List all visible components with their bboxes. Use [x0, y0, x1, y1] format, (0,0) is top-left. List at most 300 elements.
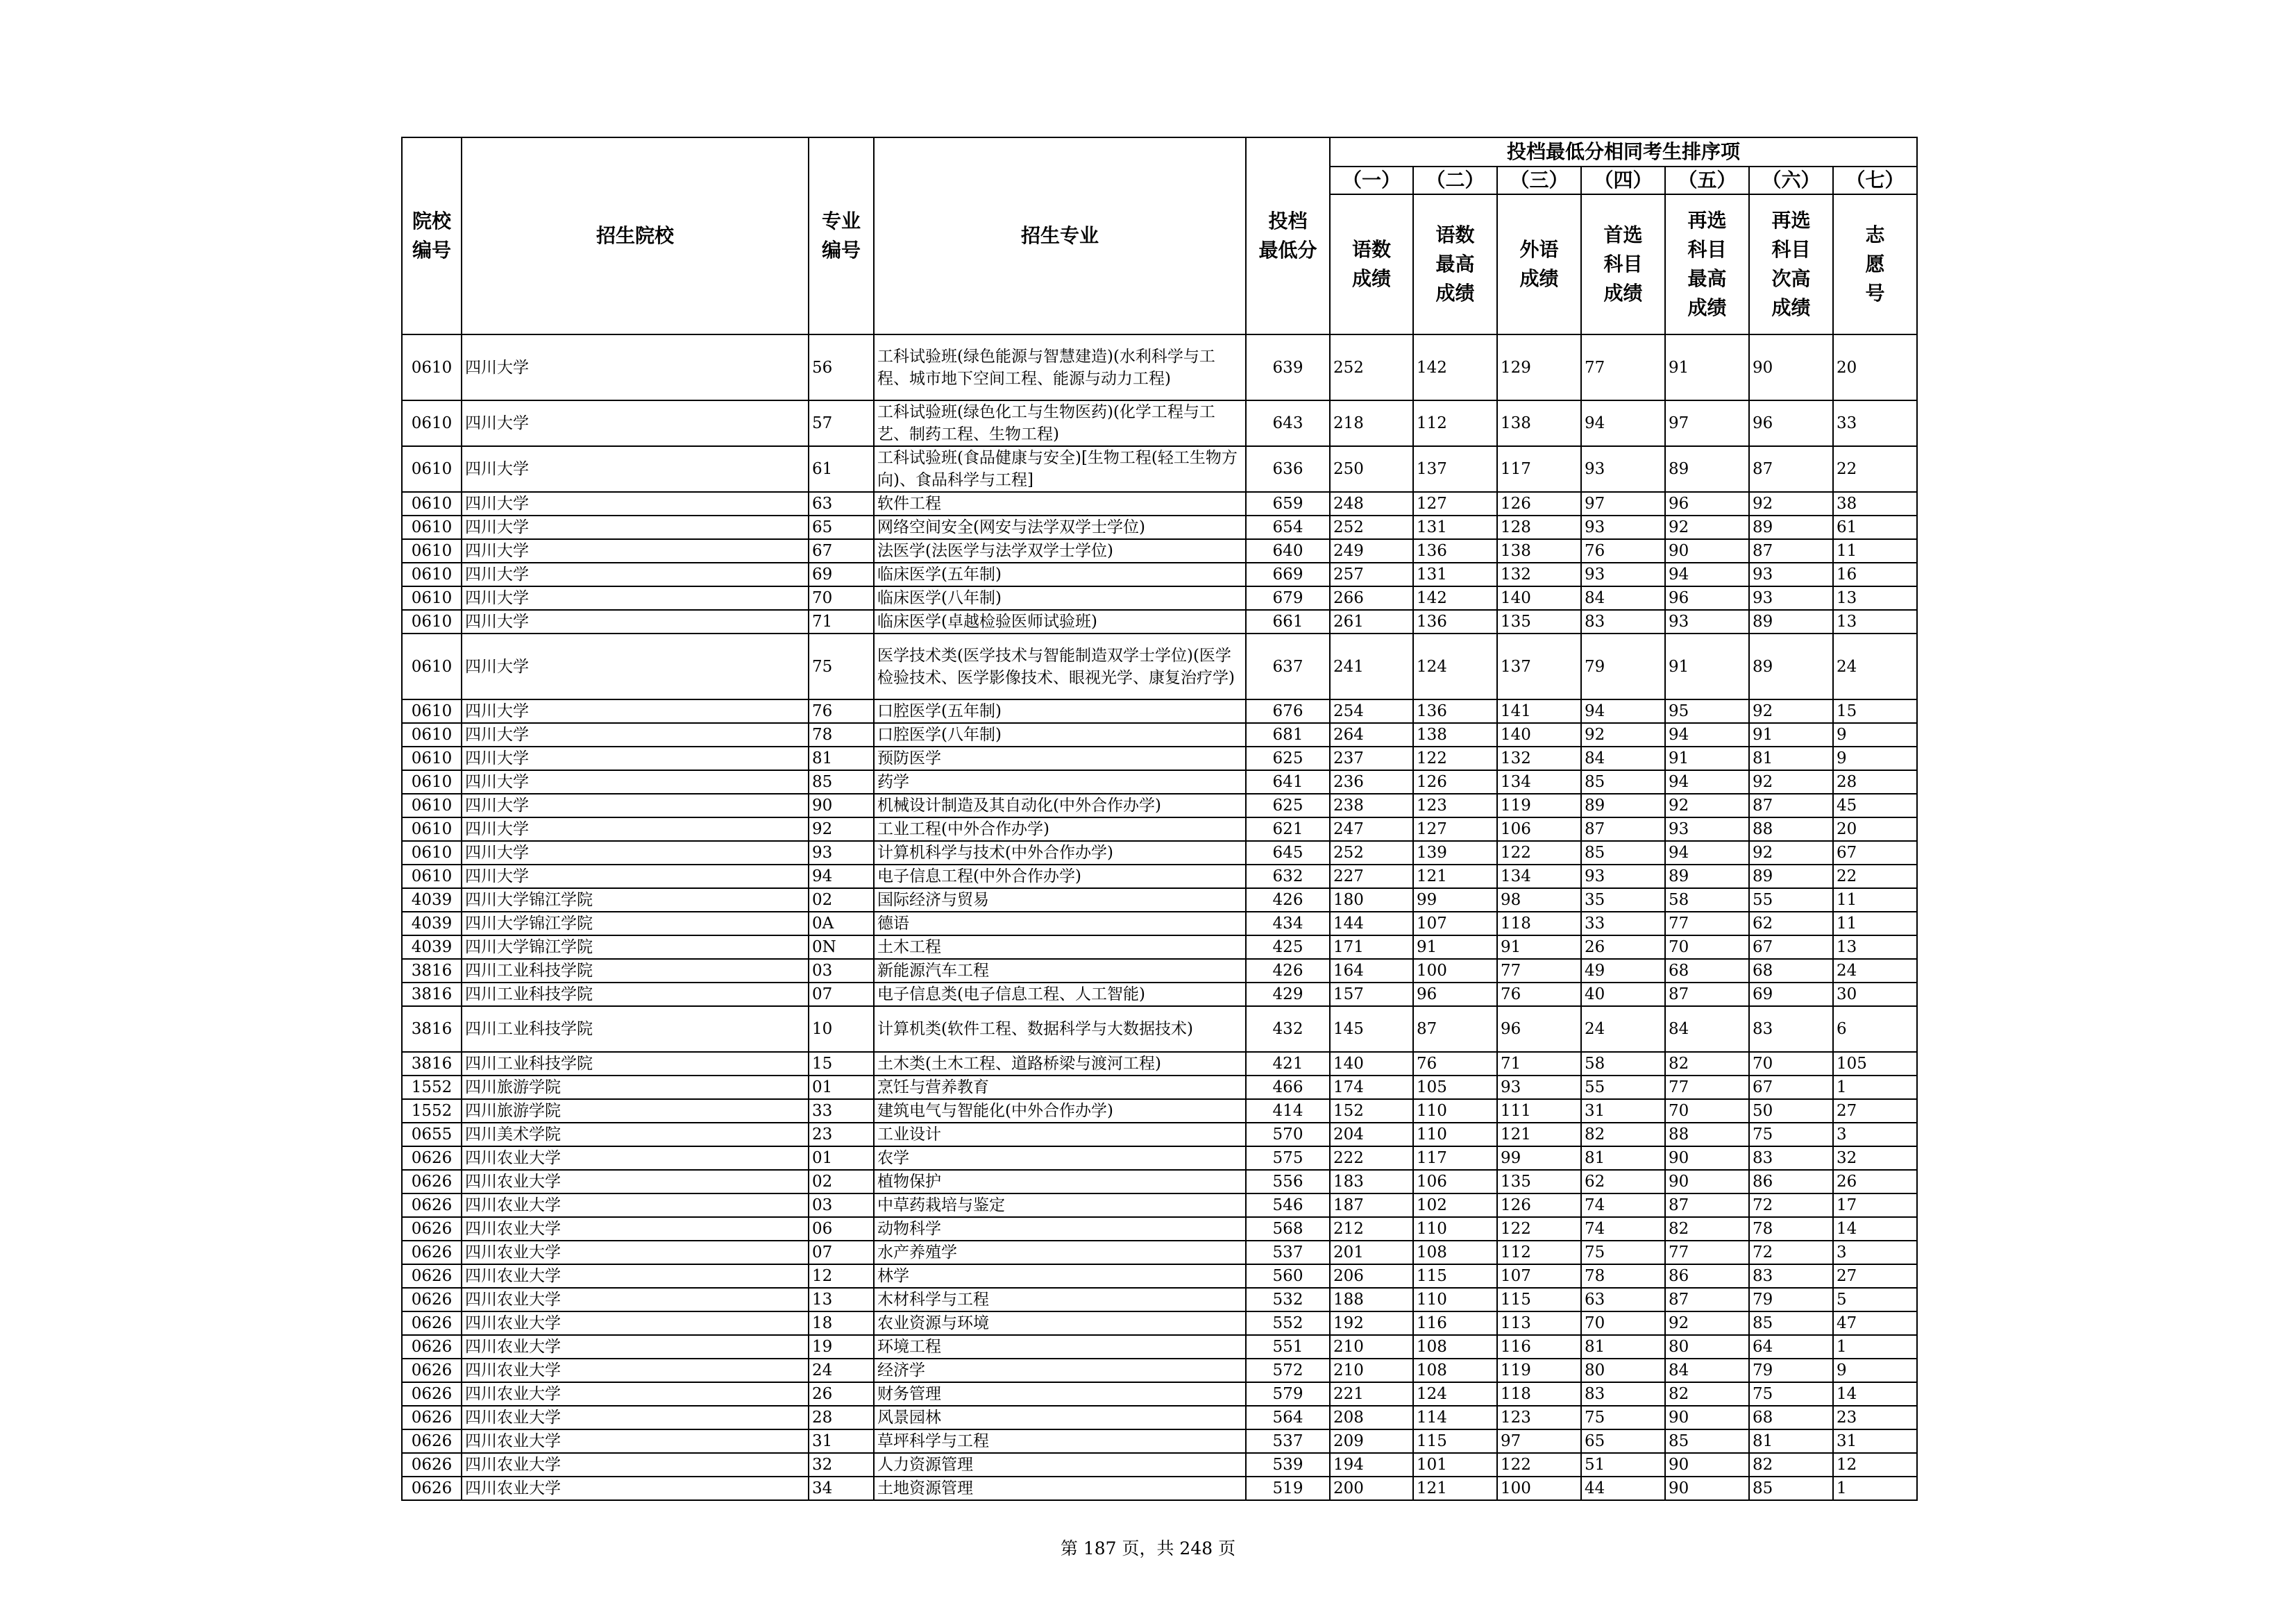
table-row: [402, 1193, 1917, 1217]
major-code-cell: 76: [809, 699, 874, 723]
school-code-cell: 0610: [402, 817, 462, 841]
school-name-cell: 四川大学: [462, 699, 809, 723]
rank-value-cell: 164: [1330, 959, 1413, 983]
min-score-cell: 625: [1246, 794, 1330, 817]
major-name-cell: 动物科学: [874, 1217, 1246, 1241]
table-row: [402, 770, 1917, 794]
rank-value-cell: 67: [1749, 1076, 1833, 1099]
rank-value-cell: 132: [1497, 563, 1581, 586]
rank-value-cell: 87: [1581, 817, 1665, 841]
rank-value-cell: 107: [1413, 912, 1497, 935]
rank-value-cell: 142: [1413, 334, 1497, 400]
rank-value-cell: 88: [1749, 817, 1833, 841]
table-row: [402, 1429, 1917, 1453]
rank-value-cell: 89: [1749, 634, 1833, 699]
major-name-cell: 环境工程: [874, 1335, 1246, 1359]
table-row: [402, 794, 1917, 817]
header-rank-label: 志 愿 号: [1833, 194, 1917, 334]
rank-value-cell: 82: [1665, 1382, 1749, 1406]
rank-value-cell: 93: [1497, 1076, 1581, 1099]
rank-value-cell: 138: [1413, 723, 1497, 747]
rank-value-cell: 84: [1581, 586, 1665, 610]
header-major-code: 专业 编号: [809, 137, 874, 334]
rank-value-cell: 97: [1665, 400, 1749, 446]
table-row: [402, 539, 1917, 563]
rank-value-cell: 89: [1665, 865, 1749, 888]
rank-value-cell: 77: [1497, 959, 1581, 983]
table-row: [402, 959, 1917, 983]
rank-value-cell: 200: [1330, 1477, 1413, 1500]
major-code-cell: 56: [809, 334, 874, 400]
header-school-name: 招生院校: [462, 137, 809, 334]
table-row: [402, 1006, 1917, 1052]
table-row: [402, 747, 1917, 770]
major-name-cell: 新能源汽车工程: [874, 959, 1246, 983]
rank-value-cell: 14: [1833, 1217, 1917, 1241]
min-score-cell: 639: [1246, 334, 1330, 400]
table-row: [402, 699, 1917, 723]
rank-value-cell: 118: [1497, 912, 1581, 935]
rank-value-cell: 83: [1749, 1006, 1833, 1052]
rank-value-cell: 40: [1581, 983, 1665, 1006]
rank-value-cell: 15: [1833, 699, 1917, 723]
major-name-cell: 药学: [874, 770, 1246, 794]
rank-value-cell: 92: [1581, 723, 1665, 747]
rank-value-cell: 64: [1749, 1335, 1833, 1359]
major-name-cell: 工业工程(中外合作办学): [874, 817, 1246, 841]
rank-value-cell: 110: [1413, 1123, 1497, 1146]
rank-value-cell: 70: [1665, 1099, 1749, 1123]
major-code-cell: 19: [809, 1335, 874, 1359]
rank-value-cell: 74: [1581, 1217, 1665, 1241]
min-score-cell: 560: [1246, 1264, 1330, 1288]
rank-value-cell: 206: [1330, 1264, 1413, 1288]
school-name-cell: 四川大学: [462, 770, 809, 794]
rank-value-cell: 86: [1749, 1170, 1833, 1193]
rank-value-cell: 112: [1413, 400, 1497, 446]
school-code-cell: 0610: [402, 610, 462, 634]
rank-value-cell: 266: [1330, 586, 1413, 610]
major-code-cell: 94: [809, 865, 874, 888]
major-name-cell: 工业设计: [874, 1123, 1246, 1146]
major-name-cell: 烹饪与营养教育: [874, 1076, 1246, 1099]
rank-value-cell: 134: [1497, 865, 1581, 888]
major-name-cell: 土木类(土木工程、道路桥梁与渡河工程): [874, 1052, 1246, 1076]
rank-value-cell: 92: [1665, 1311, 1749, 1335]
rank-value-cell: 80: [1581, 1359, 1665, 1382]
rank-value-cell: 128: [1497, 516, 1581, 539]
school-code-cell: 3816: [402, 959, 462, 983]
rank-value-cell: 113: [1497, 1311, 1581, 1335]
table-row: [402, 1123, 1917, 1146]
rank-value-cell: 127: [1413, 492, 1497, 516]
school-name-cell: 四川农业大学: [462, 1193, 809, 1217]
rank-value-cell: 140: [1497, 723, 1581, 747]
major-code-cell: 93: [809, 841, 874, 865]
rank-value-cell: 227: [1330, 865, 1413, 888]
rank-value-cell: 89: [1749, 516, 1833, 539]
major-code-cell: 03: [809, 959, 874, 983]
rank-value-cell: 157: [1330, 983, 1413, 1006]
rank-value-cell: 106: [1497, 817, 1581, 841]
school-name-cell: 四川大学: [462, 817, 809, 841]
rank-value-cell: 20: [1833, 817, 1917, 841]
rank-value-cell: 70: [1581, 1311, 1665, 1335]
rank-value-cell: 252: [1330, 334, 1413, 400]
min-score-cell: 537: [1246, 1241, 1330, 1264]
rank-value-cell: 194: [1330, 1453, 1413, 1477]
table-row: [402, 1382, 1917, 1406]
table-row: [402, 334, 1917, 400]
rank-value-cell: 137: [1497, 634, 1581, 699]
rank-value-cell: 78: [1581, 1264, 1665, 1288]
major-code-cell: 75: [809, 634, 874, 699]
rank-value-cell: 32: [1833, 1146, 1917, 1170]
page-footer: 第 187 页，共 248 页: [1060, 1538, 1236, 1558]
school-name-cell: 四川大学锦江学院: [462, 935, 809, 959]
rank-value-cell: 106: [1413, 1170, 1497, 1193]
rank-value-cell: 97: [1581, 492, 1665, 516]
rank-value-cell: 142: [1413, 586, 1497, 610]
rank-value-cell: 218: [1330, 400, 1413, 446]
major-code-cell: 92: [809, 817, 874, 841]
header-min-score: 投档 最低分: [1246, 137, 1330, 334]
major-code-cell: 31: [809, 1429, 874, 1453]
rank-value-cell: 252: [1330, 516, 1413, 539]
school-code-cell: 0655: [402, 1123, 462, 1146]
major-code-cell: 32: [809, 1453, 874, 1477]
rank-value-cell: 83: [1581, 610, 1665, 634]
rank-value-cell: 75: [1749, 1382, 1833, 1406]
header-rank-label: 首选 科目 成绩: [1581, 194, 1665, 334]
header-school-code: 院校 编号: [402, 137, 462, 334]
school-name-cell: 四川农业大学: [462, 1311, 809, 1335]
rank-value-cell: 22: [1833, 446, 1917, 492]
major-name-cell: 预防医学: [874, 747, 1246, 770]
rank-value-cell: 81: [1581, 1335, 1665, 1359]
school-code-cell: 4039: [402, 935, 462, 959]
rank-value-cell: 91: [1413, 935, 1497, 959]
rank-value-cell: 126: [1497, 492, 1581, 516]
min-score-cell: 429: [1246, 983, 1330, 1006]
rank-value-cell: 68: [1665, 959, 1749, 983]
school-name-cell: 四川大学: [462, 865, 809, 888]
rank-value-cell: 87: [1665, 1288, 1749, 1311]
rank-value-cell: 121: [1413, 1477, 1497, 1500]
rank-value-cell: 87: [1749, 446, 1833, 492]
min-score-cell: 568: [1246, 1217, 1330, 1241]
rank-value-cell: 89: [1749, 610, 1833, 634]
rank-value-cell: 87: [1413, 1006, 1497, 1052]
major-code-cell: 13: [809, 1288, 874, 1311]
major-name-cell: 计算机科学与技术(中外合作办学): [874, 841, 1246, 865]
rank-value-cell: 123: [1413, 794, 1497, 817]
rank-value-cell: 89: [1581, 794, 1665, 817]
major-name-cell: 机械设计制造及其自动化(中外合作办学): [874, 794, 1246, 817]
major-name-cell: 德语: [874, 912, 1246, 935]
school-name-cell: 四川大学: [462, 723, 809, 747]
school-code-cell: 0610: [402, 492, 462, 516]
rank-value-cell: 69: [1749, 983, 1833, 1006]
rank-value-cell: 93: [1581, 865, 1665, 888]
header-rank-num: （三）: [1497, 167, 1581, 194]
table-row: [402, 1335, 1917, 1359]
rank-value-cell: 116: [1497, 1335, 1581, 1359]
table-row: [402, 446, 1917, 492]
rank-value-cell: 80: [1665, 1335, 1749, 1359]
header-rank-label: 语数 成绩: [1330, 194, 1413, 334]
school-name-cell: 四川大学: [462, 563, 809, 586]
school-code-cell: 0610: [402, 563, 462, 586]
rank-value-cell: 95: [1665, 699, 1749, 723]
rank-value-cell: 75: [1581, 1406, 1665, 1429]
school-name-cell: 四川大学: [462, 586, 809, 610]
major-code-cell: 34: [809, 1477, 874, 1500]
rank-value-cell: 70: [1749, 1052, 1833, 1076]
major-name-cell: 农学: [874, 1146, 1246, 1170]
major-name-cell: 人力资源管理: [874, 1453, 1246, 1477]
rank-value-cell: 87: [1749, 539, 1833, 563]
school-code-cell: 0626: [402, 1311, 462, 1335]
school-code-cell: 1552: [402, 1076, 462, 1099]
min-score-cell: 519: [1246, 1477, 1330, 1500]
rank-value-cell: 28: [1833, 770, 1917, 794]
school-code-cell: 0610: [402, 334, 462, 400]
rank-value-cell: 141: [1497, 699, 1581, 723]
rank-value-cell: 90: [1749, 334, 1833, 400]
rank-value-cell: 27: [1833, 1264, 1917, 1288]
rank-value-cell: 58: [1581, 1052, 1665, 1076]
school-name-cell: 四川农业大学: [462, 1170, 809, 1193]
rank-value-cell: 100: [1497, 1477, 1581, 1500]
major-code-cell: 85: [809, 770, 874, 794]
rank-value-cell: 121: [1497, 1123, 1581, 1146]
min-score-cell: 579: [1246, 1382, 1330, 1406]
rank-value-cell: 98: [1497, 888, 1581, 912]
rank-value-cell: 35: [1581, 888, 1665, 912]
major-name-cell: 口腔医学(八年制): [874, 723, 1246, 747]
rank-value-cell: 171: [1330, 935, 1413, 959]
rank-value-cell: 92: [1749, 770, 1833, 794]
rank-value-cell: 131: [1413, 516, 1497, 539]
school-name-cell: 四川旅游学院: [462, 1076, 809, 1099]
school-name-cell: 四川农业大学: [462, 1382, 809, 1406]
rank-value-cell: 82: [1665, 1217, 1749, 1241]
school-name-cell: 四川美术学院: [462, 1123, 809, 1146]
major-code-cell: 63: [809, 492, 874, 516]
rank-value-cell: 91: [1749, 723, 1833, 747]
rank-value-cell: 93: [1581, 446, 1665, 492]
rank-value-cell: 55: [1581, 1076, 1665, 1099]
school-name-cell: 四川大学锦江学院: [462, 912, 809, 935]
rank-value-cell: 93: [1665, 817, 1749, 841]
school-code-cell: 0626: [402, 1241, 462, 1264]
rank-value-cell: 107: [1497, 1264, 1581, 1288]
rank-value-cell: 90: [1665, 1477, 1749, 1500]
rank-value-cell: 136: [1413, 539, 1497, 563]
rank-value-cell: 72: [1749, 1193, 1833, 1217]
school-name-cell: 四川农业大学: [462, 1453, 809, 1477]
major-name-cell: 法医学(法医学与法学双学士学位): [874, 539, 1246, 563]
rank-value-cell: 94: [1581, 400, 1665, 446]
major-name-cell: 林学: [874, 1264, 1246, 1288]
rank-value-cell: 88: [1665, 1123, 1749, 1146]
rank-value-cell: 108: [1413, 1241, 1497, 1264]
rank-value-cell: 87: [1665, 983, 1749, 1006]
rank-value-cell: 62: [1581, 1170, 1665, 1193]
rank-value-cell: 136: [1413, 699, 1497, 723]
school-name-cell: 四川工业科技学院: [462, 983, 809, 1006]
table-row: [402, 1076, 1917, 1099]
min-score-cell: 426: [1246, 888, 1330, 912]
table-row: [402, 586, 1917, 610]
rank-value-cell: 261: [1330, 610, 1413, 634]
major-code-cell: 03: [809, 1193, 874, 1217]
rank-value-cell: 58: [1665, 888, 1749, 912]
major-code-cell: 12: [809, 1264, 874, 1288]
school-name-cell: 四川大学: [462, 446, 809, 492]
rank-value-cell: 187: [1330, 1193, 1413, 1217]
school-code-cell: 0610: [402, 516, 462, 539]
rank-value-cell: 67: [1749, 935, 1833, 959]
school-name-cell: 四川农业大学: [462, 1288, 809, 1311]
rank-value-cell: 49: [1581, 959, 1665, 983]
table-header: [402, 137, 1917, 334]
rank-value-cell: 236: [1330, 770, 1413, 794]
major-name-cell: 植物保护: [874, 1170, 1246, 1193]
min-score-cell: 556: [1246, 1170, 1330, 1193]
rank-value-cell: 12: [1833, 1453, 1917, 1477]
rank-value-cell: 209: [1330, 1429, 1413, 1453]
rank-value-cell: 108: [1413, 1335, 1497, 1359]
rank-value-cell: 51: [1581, 1453, 1665, 1477]
rank-value-cell: 77: [1665, 912, 1749, 935]
rank-value-cell: 82: [1581, 1123, 1665, 1146]
rank-value-cell: 83: [1749, 1264, 1833, 1288]
school-name-cell: 四川旅游学院: [462, 1099, 809, 1123]
major-code-cell: 61: [809, 446, 874, 492]
table-row: [402, 1170, 1917, 1193]
rank-value-cell: 129: [1497, 334, 1581, 400]
major-code-cell: 06: [809, 1217, 874, 1241]
major-name-cell: 网络空间安全(网安与法学双学士学位): [874, 516, 1246, 539]
min-score-cell: 537: [1246, 1429, 1330, 1453]
rank-value-cell: 74: [1581, 1193, 1665, 1217]
rank-value-cell: 192: [1330, 1311, 1413, 1335]
rank-value-cell: 75: [1749, 1123, 1833, 1146]
rank-value-cell: 84: [1665, 1359, 1749, 1382]
rank-value-cell: 114: [1413, 1406, 1497, 1429]
rank-value-cell: 24: [1581, 1006, 1665, 1052]
header-rank-num: （七）: [1833, 167, 1917, 194]
rank-value-cell: 201: [1330, 1241, 1413, 1264]
table-row: [402, 563, 1917, 586]
rank-value-cell: 117: [1497, 446, 1581, 492]
rank-value-cell: 237: [1330, 747, 1413, 770]
rank-value-cell: 68: [1749, 959, 1833, 983]
table-row: [402, 983, 1917, 1006]
rank-value-cell: 210: [1330, 1335, 1413, 1359]
table-row: [402, 1052, 1917, 1076]
rank-value-cell: 82: [1749, 1453, 1833, 1477]
rank-value-cell: 85: [1581, 770, 1665, 794]
rank-value-cell: 91: [1665, 334, 1749, 400]
rank-value-cell: 16: [1833, 563, 1917, 586]
rank-value-cell: 27: [1833, 1099, 1917, 1123]
min-score-cell: 643: [1246, 400, 1330, 446]
school-code-cell: 0610: [402, 770, 462, 794]
rank-value-cell: 108: [1413, 1359, 1497, 1382]
rank-value-cell: 26: [1581, 935, 1665, 959]
major-code-cell: 24: [809, 1359, 874, 1382]
min-score-cell: 426: [1246, 959, 1330, 983]
min-score-cell: 637: [1246, 634, 1330, 699]
school-code-cell: 4039: [402, 912, 462, 935]
major-code-cell: 90: [809, 794, 874, 817]
school-name-cell: 四川农业大学: [462, 1477, 809, 1500]
rank-value-cell: 72: [1749, 1241, 1833, 1264]
rank-value-cell: 90: [1665, 1146, 1749, 1170]
major-name-cell: 国际经济与贸易: [874, 888, 1246, 912]
min-score-cell: 570: [1246, 1123, 1330, 1146]
min-score-cell: 421: [1246, 1052, 1330, 1076]
rank-value-cell: 9: [1833, 723, 1917, 747]
rank-value-cell: 50: [1749, 1099, 1833, 1123]
min-score-cell: 432: [1246, 1006, 1330, 1052]
min-score-cell: 552: [1246, 1311, 1330, 1335]
table-row: [402, 1453, 1917, 1477]
rank-value-cell: 82: [1665, 1052, 1749, 1076]
table-row: [402, 610, 1917, 634]
rank-value-cell: 137: [1413, 446, 1497, 492]
major-name-cell: 电子信息类(电子信息工程、人工智能): [874, 983, 1246, 1006]
rank-value-cell: 90: [1665, 1453, 1749, 1477]
rank-value-cell: 63: [1581, 1288, 1665, 1311]
rank-value-cell: 77: [1665, 1076, 1749, 1099]
rank-value-cell: 105: [1833, 1052, 1917, 1076]
rank-value-cell: 44: [1581, 1477, 1665, 1500]
rank-value-cell: 100: [1413, 959, 1497, 983]
rank-value-cell: 67: [1833, 841, 1917, 865]
header-rank-label: 再选 科目 最高 成绩: [1665, 194, 1749, 334]
major-code-cell: 65: [809, 516, 874, 539]
rank-value-cell: 140: [1330, 1052, 1413, 1076]
rank-value-cell: 123: [1497, 1406, 1581, 1429]
rank-value-cell: 68: [1749, 1406, 1833, 1429]
rank-value-cell: 30: [1833, 983, 1917, 1006]
min-score-cell: 414: [1246, 1099, 1330, 1123]
rank-value-cell: 13: [1833, 935, 1917, 959]
school-name-cell: 四川农业大学: [462, 1429, 809, 1453]
rank-value-cell: 183: [1330, 1170, 1413, 1193]
rank-value-cell: 91: [1497, 935, 1581, 959]
rank-value-cell: 92: [1665, 516, 1749, 539]
rank-value-cell: 62: [1749, 912, 1833, 935]
rank-value-cell: 252: [1330, 841, 1413, 865]
major-name-cell: 农业资源与环境: [874, 1311, 1246, 1335]
rank-value-cell: 96: [1665, 586, 1749, 610]
rank-value-cell: 17: [1833, 1193, 1917, 1217]
rank-value-cell: 180: [1330, 888, 1413, 912]
rank-value-cell: 122: [1413, 747, 1497, 770]
table-row: [402, 1146, 1917, 1170]
major-name-cell: 水产养殖学: [874, 1241, 1246, 1264]
major-name-cell: 工科试验班(食品健康与安全)[生物工程(轻工生物方向)、食品科学与工程]: [874, 446, 1246, 492]
min-score-cell: 659: [1246, 492, 1330, 516]
table-row: [402, 1359, 1917, 1382]
major-code-cell: 23: [809, 1123, 874, 1146]
rank-value-cell: 238: [1330, 794, 1413, 817]
